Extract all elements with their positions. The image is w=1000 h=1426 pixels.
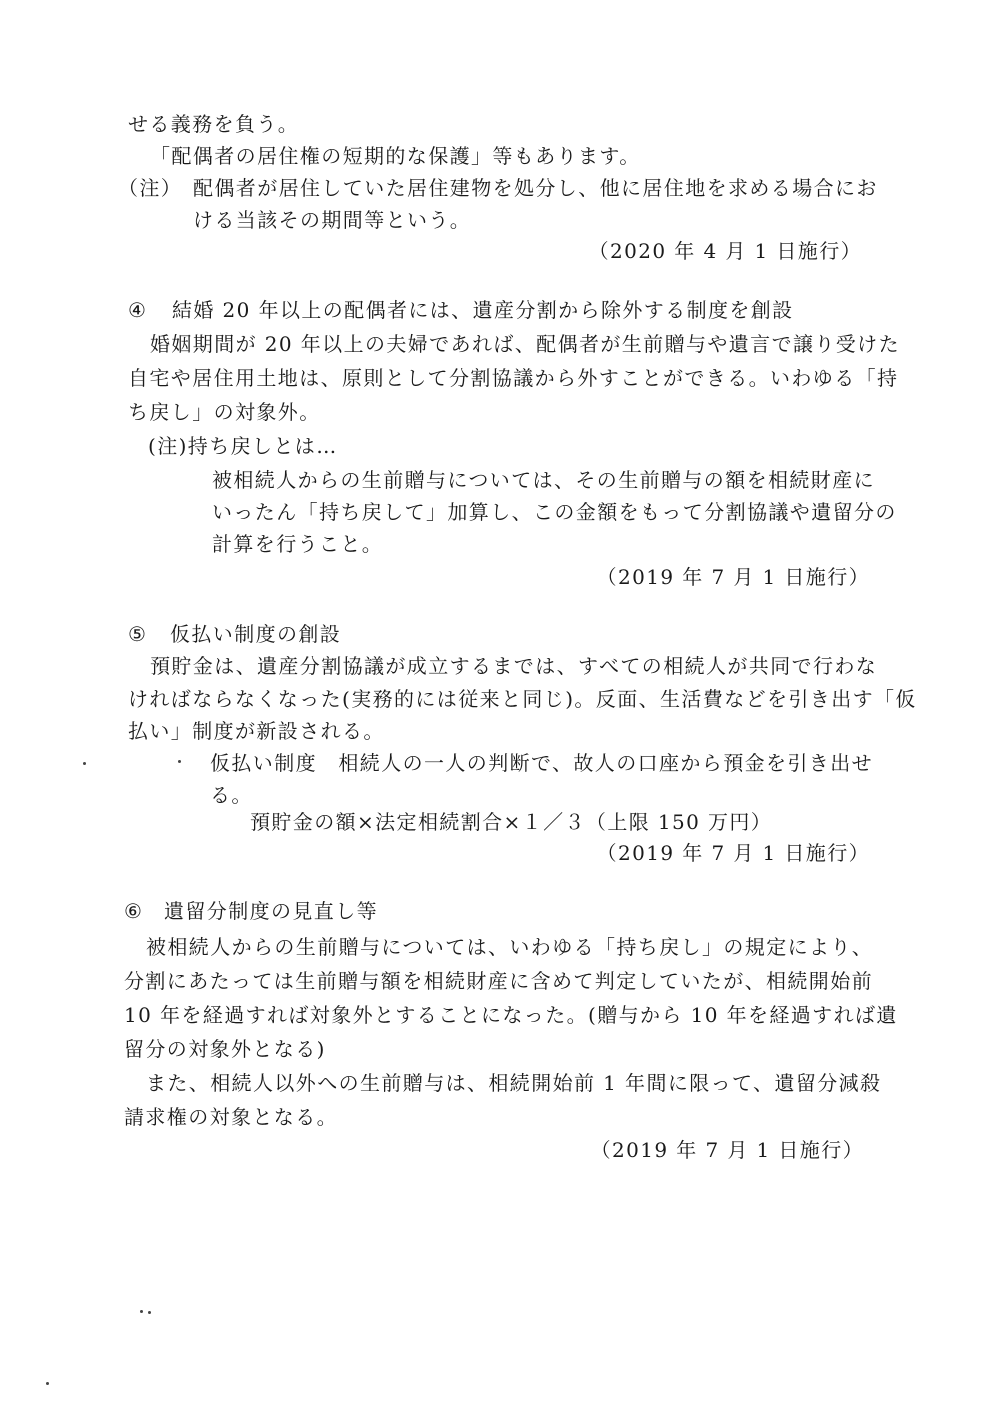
- section-heading: 仮払い制度の創設: [170, 622, 342, 646]
- effective-date: （2019 年 7 月 1 日施行）: [590, 1138, 864, 1162]
- body-line: 被相続人からの生前贈与については、いわゆる「持ち戻し」の規定により、: [146, 935, 874, 959]
- section-number: ⑤: [128, 622, 148, 646]
- section-heading: 遺留分制度の見直し等: [164, 899, 378, 923]
- note-label: （注）: [118, 176, 183, 200]
- effective-date: （2019 年 7 月 1 日施行）: [596, 841, 870, 865]
- section-heading: 結婚 20 年以上の配偶者には、遺産分割から除外する制度を創設: [172, 298, 794, 322]
- note-text: いったん「持ち戻して」加算し、この金額をもって分割協議や遺留分の: [212, 500, 897, 524]
- body-line: ち戻し」の対象外。: [128, 400, 321, 424]
- scan-speck: [83, 762, 86, 765]
- intro-line: せる義務を負う。: [128, 112, 300, 136]
- body-line: 預貯金は、遺産分割協議が成立するまでは、すべての相続人が共同で行わな: [150, 654, 878, 678]
- body-line: 請求権の対象となる。: [124, 1105, 338, 1129]
- detail-text: る。: [210, 783, 253, 807]
- body-line: 婚姻期間が 20 年以上の夫婦であれば、配偶者が生前贈与や遺言で譲り受けた: [150, 332, 900, 356]
- body-line: 分割にあたっては生前贈与額を相続財産に含めて判定していたが、相続開始前: [124, 969, 873, 993]
- body-line: 10 年を経過すれば対象外とすることになった。(贈与から 10 年を経過すれば遺: [124, 1003, 898, 1027]
- effective-date: （2019 年 7 月 1 日施行）: [596, 565, 870, 589]
- body-line: 自宅や居住用土地は、原則として分割協議から外すことができる。いわゆる「持: [128, 366, 899, 390]
- note-text: ける当該その期間等という。: [193, 208, 472, 232]
- body-line: 留分の対象外となる): [124, 1037, 326, 1061]
- scan-speck: [178, 760, 181, 763]
- note-text: 被相続人からの生前贈与については、その生前贈与の額を相続財産に: [212, 468, 875, 492]
- body-line: ければならなくなった(実務的には従来と同じ)。反面、生活費などを引き出す「仮: [128, 687, 917, 711]
- section-number: ⑥: [124, 899, 144, 923]
- detail-text: 仮払い制度 相続人の一人の判断で、故人の口座から預金を引き出せ: [210, 751, 873, 775]
- section-number: ④: [128, 298, 148, 322]
- scan-speck: [148, 1311, 151, 1314]
- effective-date: （2020 年 4 月 1 日施行）: [588, 239, 862, 263]
- note-label: (注)持ち戻しとは…: [148, 434, 338, 458]
- scan-speck: [46, 1382, 49, 1385]
- body-line: また、相続人以外への生前贈与は、相続開始前 1 年間に限って、遺留分減殺: [146, 1071, 882, 1095]
- note-text: 計算を行うこと。: [212, 532, 384, 556]
- formula-text: 預貯金の額×法定相続割合×１／３（上限 150 万円）: [250, 810, 773, 834]
- note-text: 配偶者が居住していた居住建物を処分し、他に居住地を求める場合にお: [193, 176, 878, 200]
- intro-line: 「配偶者の居住権の短期的な保護」等もあります。: [150, 144, 641, 168]
- body-line: 払い」制度が新設される。: [128, 719, 385, 743]
- scan-speck: [140, 1310, 143, 1313]
